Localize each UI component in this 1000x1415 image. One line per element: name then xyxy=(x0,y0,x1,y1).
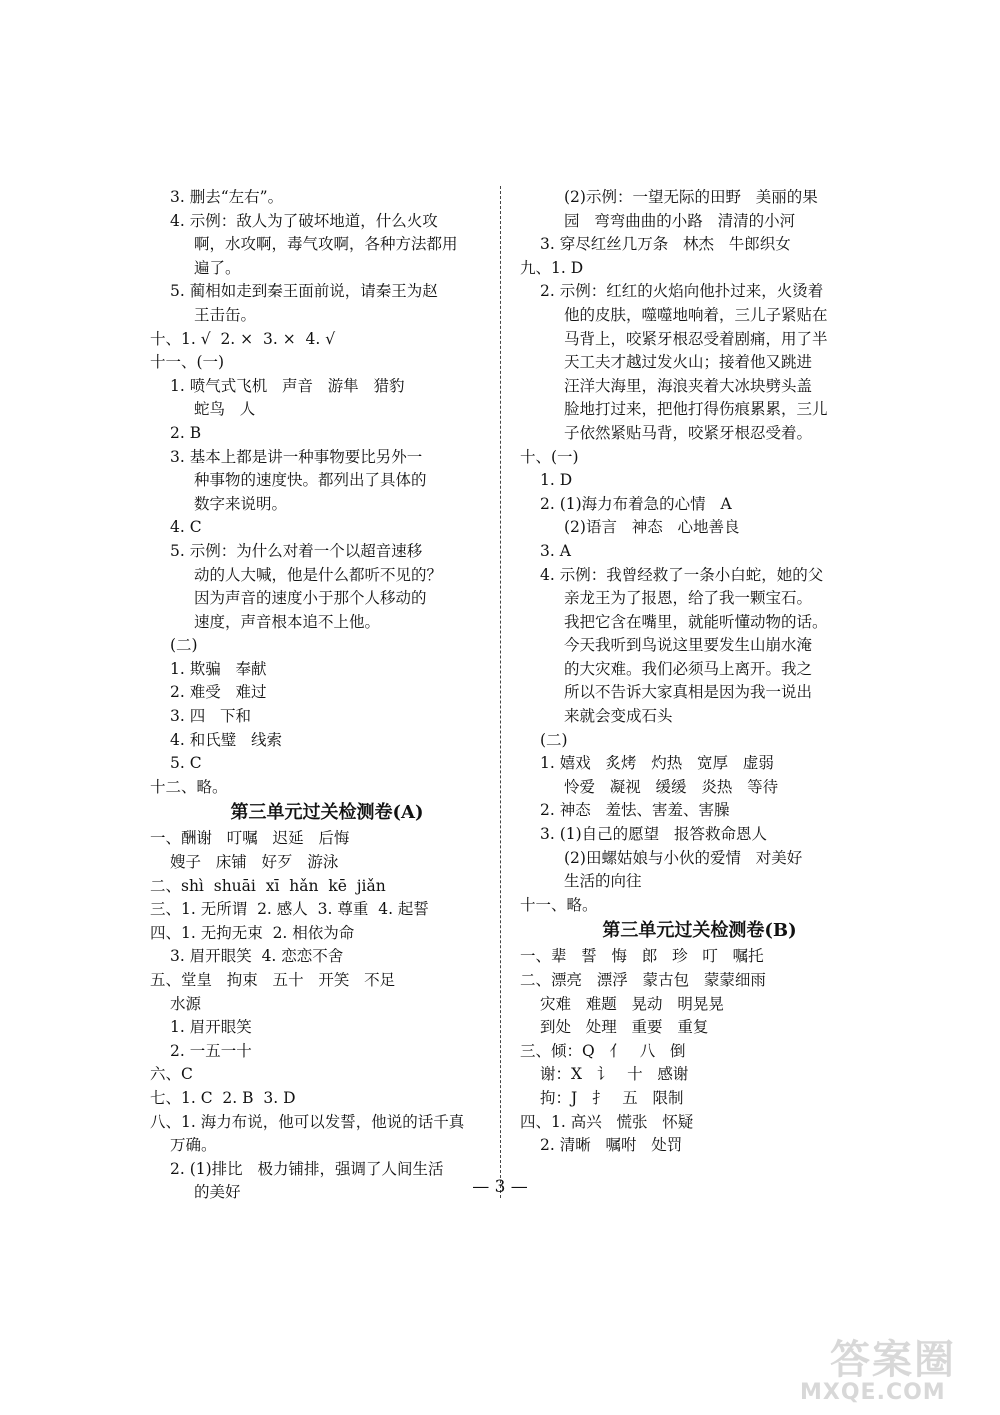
answer-line: 4. 示例：敌人为了破坏地道，什么火攻 xyxy=(170,211,438,230)
answer-line: 2. 示例：红红的火焰向他扑过来，火烫着 xyxy=(540,282,824,301)
answer-line: 2. 一五一十 xyxy=(170,1041,252,1060)
answer-line: 汪洋大海里，海浪夹着大冰块劈头盖 xyxy=(564,376,813,395)
answer-line: 3. 穿尽红丝几万条 林杰 牛郎织女 xyxy=(540,235,791,254)
answer-line: 速度，声音根本追不上他。 xyxy=(194,612,381,631)
answer-line: 的美好 xyxy=(194,1183,241,1202)
answer-line: (二) xyxy=(170,636,198,655)
answer-line: 一、辈 誓 悔 郎 珍 叮 嘱托 xyxy=(520,947,764,966)
answer-line: 子依然紧贴马背，咬紧牙根忍受着。 xyxy=(564,423,813,442)
answer-line: (2)田螺姑娘与小伙的爱情 对美好 xyxy=(564,848,803,867)
answer-line: 谢：X 讠 十 感谢 xyxy=(540,1065,689,1084)
watermark-text: 答案圈 xyxy=(830,1337,956,1383)
page-number: — 3 — xyxy=(472,1177,528,1197)
answer-line: 一、酬谢 叮嘱 迟延 后悔 xyxy=(150,829,350,848)
answer-line: 十、1. √ 2. × 3. × 4. √ xyxy=(150,329,336,348)
answer-line: 1. 欺骗 奉献 xyxy=(170,659,267,678)
answer-line: 十一、略。 xyxy=(520,895,598,914)
answer-line: 万确。 xyxy=(170,1136,217,1155)
answer-line: 四、1. 无拘无束 2. 相依为命 xyxy=(150,923,355,942)
answer-line: 1. 喷气式飞机 声音 游隼 猎豹 xyxy=(170,376,405,395)
answer-line: (2)语言 神态 心地善良 xyxy=(564,518,740,537)
answer-line: 三、1. 无所谓 2. 感人 3. 尊重 4. 起誓 xyxy=(150,900,429,919)
answer-line: 数字来说明。 xyxy=(194,494,288,513)
answer-line: 5. C xyxy=(170,754,202,773)
answer-line: 二、shì shuāi xī hǎn kē jiǎn xyxy=(150,876,386,895)
answer-line: 马背上，咬紧牙根忍受着剧痛，用了半 xyxy=(564,329,828,348)
answer-line: 十一、(一) xyxy=(150,353,225,372)
answer-line: 三、倾：Q 亻 八 倒 xyxy=(520,1041,686,1060)
answer-line: 王击缶。 xyxy=(194,305,257,324)
answer-line: 亲龙王为了报恩，给了我一颗宝石。 xyxy=(564,589,813,608)
answer-line: 他的皮肤，噬噬地响着，三儿子紧贴在 xyxy=(564,305,828,324)
section-heading: 第三单元过关检测卷(B) xyxy=(602,920,797,942)
answer-line: 3. 四 下和 xyxy=(170,707,251,726)
answer-line: 3. (1)自己的愿望 报答救命恩人 xyxy=(540,825,767,844)
answer-line: 灾难 难题 晃动 明晃晃 xyxy=(540,994,724,1013)
answer-line: 六、C xyxy=(150,1065,193,1084)
answer-line: 1. 嬉戏 炙烤 灼热 宽厚 虚弱 xyxy=(540,754,774,773)
answer-line: 园 弯弯曲曲的小路 清清的小河 xyxy=(564,211,796,230)
answer-line: 3. 基本上都是讲一种事物要比另外一 xyxy=(170,447,423,466)
answer-line: 来就会变成石头 xyxy=(564,707,673,726)
answer-line: 十二、略。 xyxy=(150,777,228,796)
answer-line: 2. 神态 羞怯、害羞、害臊 xyxy=(540,801,730,820)
right-column xyxy=(520,186,855,1158)
answer-line: (2)示例：一望无际的田野 美丽的果 xyxy=(564,188,818,206)
answer-line: 二、漂亮 漂浮 蒙古包 蒙蒙细雨 xyxy=(520,971,766,989)
answer-line: 怜爱 凝视 缓缓 炎热 等待 xyxy=(564,777,779,796)
section-heading: 第三单元过关检测卷(A) xyxy=(230,802,424,824)
answer-line: 4. 和氏璧 线索 xyxy=(170,730,282,749)
answer-line: 2. B xyxy=(170,423,202,442)
answer-line: 四、1. 高兴 慌张 怀疑 xyxy=(520,1112,694,1131)
answer-line: 水源 xyxy=(170,994,202,1013)
answer-line: 脸地打过来，把他打得伤痕累累，三儿 xyxy=(564,400,828,419)
answer-line: 我把它含在嘴里，就能听懂动物的话。 xyxy=(564,612,828,631)
answer-line: 3. 删去“左右”。 xyxy=(170,188,284,206)
answer-line: 九、1. D xyxy=(520,258,584,277)
answer-line: 2. (1)排比 极力铺排，强调了人间生活 xyxy=(170,1159,444,1178)
column-divider xyxy=(500,186,501,1198)
answer-line: 遍了。 xyxy=(194,258,241,277)
answer-line: 3. 眉开眼笑 4. 恋恋不舍 xyxy=(170,947,344,966)
answer-line: 天工夫才越过发火山；接着他又跳进 xyxy=(564,353,813,372)
answer-line: 今天我听到鸟说这里要发生山崩水淹 xyxy=(564,636,813,655)
answer-line: 七、1. C 2. B 3. D xyxy=(150,1088,296,1107)
answer-line: 啊，水攻啊，毒气攻啊，各种方法都用 xyxy=(194,235,458,254)
answer-line: 的大灾难。我们必须马上离开。我之 xyxy=(564,659,813,678)
answer-line: 1. D xyxy=(540,471,573,490)
answer-line: 1. 眉开眼笑 xyxy=(170,1018,252,1037)
answer-line: 因为声音的速度小于那个人移动的 xyxy=(194,589,427,608)
answer-line: (二) xyxy=(540,730,568,749)
watermark xyxy=(800,1328,990,1410)
watermark-url: MXQE.COM xyxy=(800,1380,946,1405)
answer-line: 所以不告诉大家真相是因为我一说出 xyxy=(564,683,813,702)
answer-line: 动的人大喊，他是什么都听不见的？ xyxy=(194,565,443,584)
answer-line: 生活的向往 xyxy=(564,872,642,891)
answer-line: 2. 难受 难过 xyxy=(170,683,267,702)
answer-line: 种事物的速度快。都列出了具体的 xyxy=(194,471,427,490)
answer-line: 4. 示例：我曾经救了一条小白蛇，她的父 xyxy=(540,565,824,584)
answer-line: 2. 清晰 嘱咐 处罚 xyxy=(540,1136,683,1155)
answer-line: 拘：J 扌 五 限制 xyxy=(540,1088,684,1107)
answer-line: 3. A xyxy=(540,541,571,560)
answer-line: 十、(一) xyxy=(520,447,579,466)
answer-line: 到处 处理 重要 重复 xyxy=(540,1018,709,1037)
left-column xyxy=(150,186,480,1205)
answer-line: 八、1. 海力布说，他可以发誓，他说的话千真 xyxy=(150,1112,465,1131)
answer-line: 5. 示例：为什么对着一个以超音速移 xyxy=(170,541,423,560)
answer-line: 五、堂皇 拘束 五十 开笑 不足 xyxy=(150,971,396,989)
answer-line: 蛇鸟 人 xyxy=(194,400,256,419)
answer-line: 嫂子 床铺 好歹 游泳 xyxy=(170,853,339,872)
answer-line: 2. (1)海力布着急的心情 A xyxy=(540,494,732,513)
answer-line: 5. 蔺相如走到秦王面前说，请秦王为赵 xyxy=(170,282,438,301)
answer-line: 4. C xyxy=(170,518,202,537)
